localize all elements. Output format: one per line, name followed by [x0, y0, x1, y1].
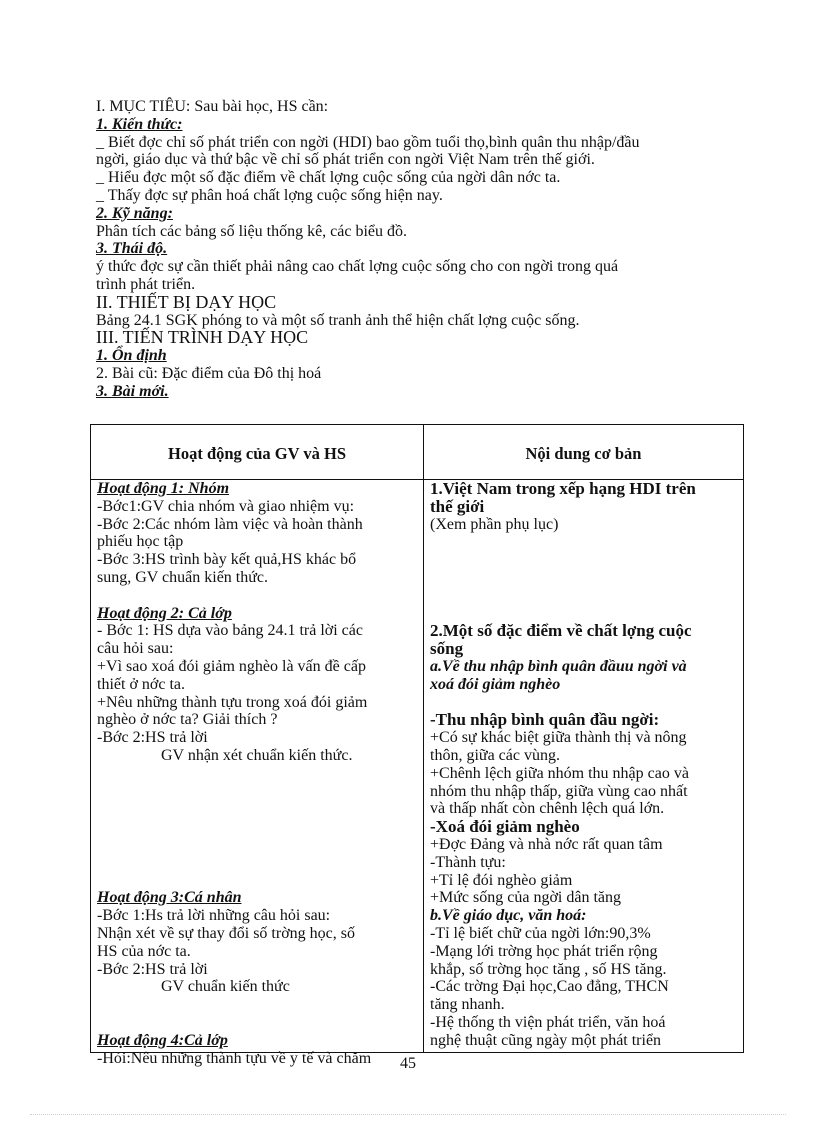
table-line: +Có sự khác biệt giữa thành thị và nông: [430, 729, 687, 747]
spacer: [430, 694, 737, 712]
page-footer-divider: [30, 1114, 786, 1115]
table-line: nghệ thuật cũng ngày một phát triển: [430, 1031, 662, 1049]
page-number: 45: [400, 1055, 416, 1072]
spacer: [97, 800, 417, 818]
table-line: -Các trờng Đại học,Cao đẳng, THCN: [430, 978, 669, 996]
table-line: câu hỏi sau:: [97, 640, 174, 658]
table-header-row: [91, 425, 744, 480]
table-line: thế giới: [430, 496, 485, 516]
table-line: -Thu nhập bình quân đầu ngời:: [430, 710, 660, 730]
intro-line: II. THIẾT BỊ DẠY HỌC: [96, 291, 277, 312]
intro-line: trình phát triển.: [96, 275, 196, 293]
intro-line: 1. Ổn định: [96, 347, 167, 365]
table-line: -Bớc 2:HS trả lời: [97, 960, 208, 978]
table-line: -Bớc 2:HS trả lời: [97, 729, 208, 747]
header-activities: Hoạt động của GV và HS: [91, 425, 424, 480]
table-line: -Bớc 2:Các nhóm làm việc và hoàn thành: [97, 515, 363, 533]
spacer: [430, 551, 737, 569]
intro-line: Phân tích các bảng số liệu thống kê, các biểu đồ.: [96, 222, 408, 240]
intro-line: I. MỤC TIÊU: Sau bài học, HS cần:: [96, 98, 329, 115]
table-line: -Bớc 1:Hs trả lời những câu hỏi sau:: [97, 907, 331, 925]
table-line: -Thành tựu:: [430, 853, 506, 871]
table-line: b.Về giáo dục, văn hoá:: [430, 907, 587, 925]
table-line: +Đợc Đảng và nhà nớc rất quan tâm: [430, 835, 663, 853]
table-line: HS của nớc ta.: [97, 942, 191, 960]
intro-line: 3. Thái độ.: [96, 240, 168, 258]
table-line: -Hỏi:Nêu những thành tựu về y tế và chăm: [97, 1049, 372, 1067]
table-line: +Mức sống của ngời dân tăng: [430, 889, 622, 907]
spacer: [97, 854, 417, 872]
spacer: [430, 587, 737, 605]
table-line: nghèo ở nớc ta? Giải thích ?: [97, 711, 278, 729]
table-body-row: [91, 480, 744, 1053]
intro-line: _ Biết đợc chỉ số phát triển con ngời (HDI) bao gồm tuổi thọ,bình quân thu nhập/đầu: [96, 133, 640, 151]
intro-line: Bảng 24.1 SGK phóng to và một số tranh ảnh thể hiện chất lợng cuộc sống.: [96, 311, 580, 329]
table-line: -Tỉ lệ biết chữ của ngời lớn:90,3%: [430, 924, 651, 942]
content-column: [430, 480, 737, 1052]
spacer: [97, 765, 417, 783]
table-line: +Nêu những thành tựu trong xoá đói giảm: [97, 693, 368, 711]
intro-line: 1. Kiến thức:: [96, 115, 183, 133]
table-line: a.Về thu nhập bình quân đầuu ngời và: [430, 657, 687, 675]
table-line: - Bớc 1: HS dựa vào bảng 24.1 trả lời các: [97, 622, 363, 640]
table-line: -Mạng lới trờng học phát triển rộng: [430, 942, 658, 960]
table-line: và thấp nhất còn chênh lệch quá lớn.: [430, 800, 665, 818]
table-line: Hoạt động 3:Cá nhân: [97, 889, 242, 907]
lesson-objectives: [96, 98, 756, 401]
table-line: nhóm thu nhập thấp, giữa vùng cao nhất: [430, 782, 688, 800]
spacer: [430, 569, 737, 587]
table-line: phiếu học tập: [97, 533, 184, 551]
spacer: [97, 872, 417, 890]
table-line: +Tỉ lệ đói nghèo giảm: [430, 871, 573, 889]
table-line: +Chênh lệch giữa nhóm thu nhập cao và: [430, 764, 689, 782]
table-line: sống: [430, 639, 464, 659]
table-line: Hoạt động 2: Cả lớp: [97, 604, 232, 622]
intro-line: 3. Bài mới.: [96, 382, 169, 400]
spacer: [97, 836, 417, 854]
table-line: +Vì sao xoá đói giảm nghèo là vấn đề cấp: [97, 657, 366, 675]
table-line: -Bớc1:GV chia nhóm và giao nhiệm vụ:: [97, 497, 355, 515]
table-line: thiết ở nớc ta.: [97, 675, 186, 693]
table-line: Hoạt động 1: Nhóm: [97, 480, 230, 497]
table-line: thôn, giữa các vùng.: [430, 746, 560, 764]
spacer: [97, 1014, 417, 1032]
spacer: [97, 996, 417, 1014]
table-line: (Xem phần phụ lục): [430, 515, 559, 533]
intro-line: ngời, giáo dục và thứ bậc về chỉ số phát triển con ngời Việt Nam trên thế giới.: [96, 151, 595, 169]
intro-line: 2. Kỹ năng:: [96, 204, 173, 222]
table-line: -Xoá đói giảm nghèo: [430, 817, 580, 837]
intro-line: _ Hiểu đợc một số đặc điểm về chất lợng cuộc sống của ngời dân nớc ta.: [96, 169, 561, 187]
intro-line: ý thức đợc sự cần thiết phải nâng cao chất lợng cuộc sống cho con ngời trong quá: [96, 258, 619, 276]
table-line: tăng nhanh.: [430, 996, 505, 1014]
table-line: -Hệ thống th viện phát triển, văn hoá: [430, 1013, 666, 1031]
table-line: Hoạt động 4:Cả lớp: [97, 1031, 228, 1049]
spacer: [430, 533, 737, 551]
intro-line: 2. Bài cũ: Đặc điểm của Đô thị hoá: [96, 364, 322, 382]
table-line: 2.Một số đặc điểm về chất lợng cuộc: [430, 621, 692, 641]
intro-line: _ Thấy đợc sự phân hoá chất lợng cuộc sống hiện nay.: [96, 186, 443, 204]
table-line: khắp, số trờng học tăng , số HS tăng.: [430, 960, 667, 978]
table-line: sung, GV chuẩn kiến thức.: [97, 568, 269, 586]
spacer: [97, 818, 417, 836]
table-line: Nhận xét về sự thay đổi số trờng học, số: [97, 924, 355, 942]
spacer: [97, 587, 417, 605]
table-line: GV chuẩn kiến thức: [161, 978, 290, 996]
table-line: 1.Việt Nam trong xếp hạng HDI trên: [430, 479, 696, 498]
table-line: xoá đói giảm nghèo: [430, 675, 561, 693]
spacer: [97, 783, 417, 801]
spacer: [430, 605, 737, 623]
table-line: -Bớc 3:HS trình bày kết quả,HS khác bổ: [97, 551, 357, 569]
intro-line: III. TIẾN TRÌNH DẠY HỌC: [96, 327, 309, 348]
header-content: Nội dung cơ bản: [424, 425, 744, 480]
table-line: GV nhận xét chuẩn kiến thức.: [161, 746, 353, 764]
